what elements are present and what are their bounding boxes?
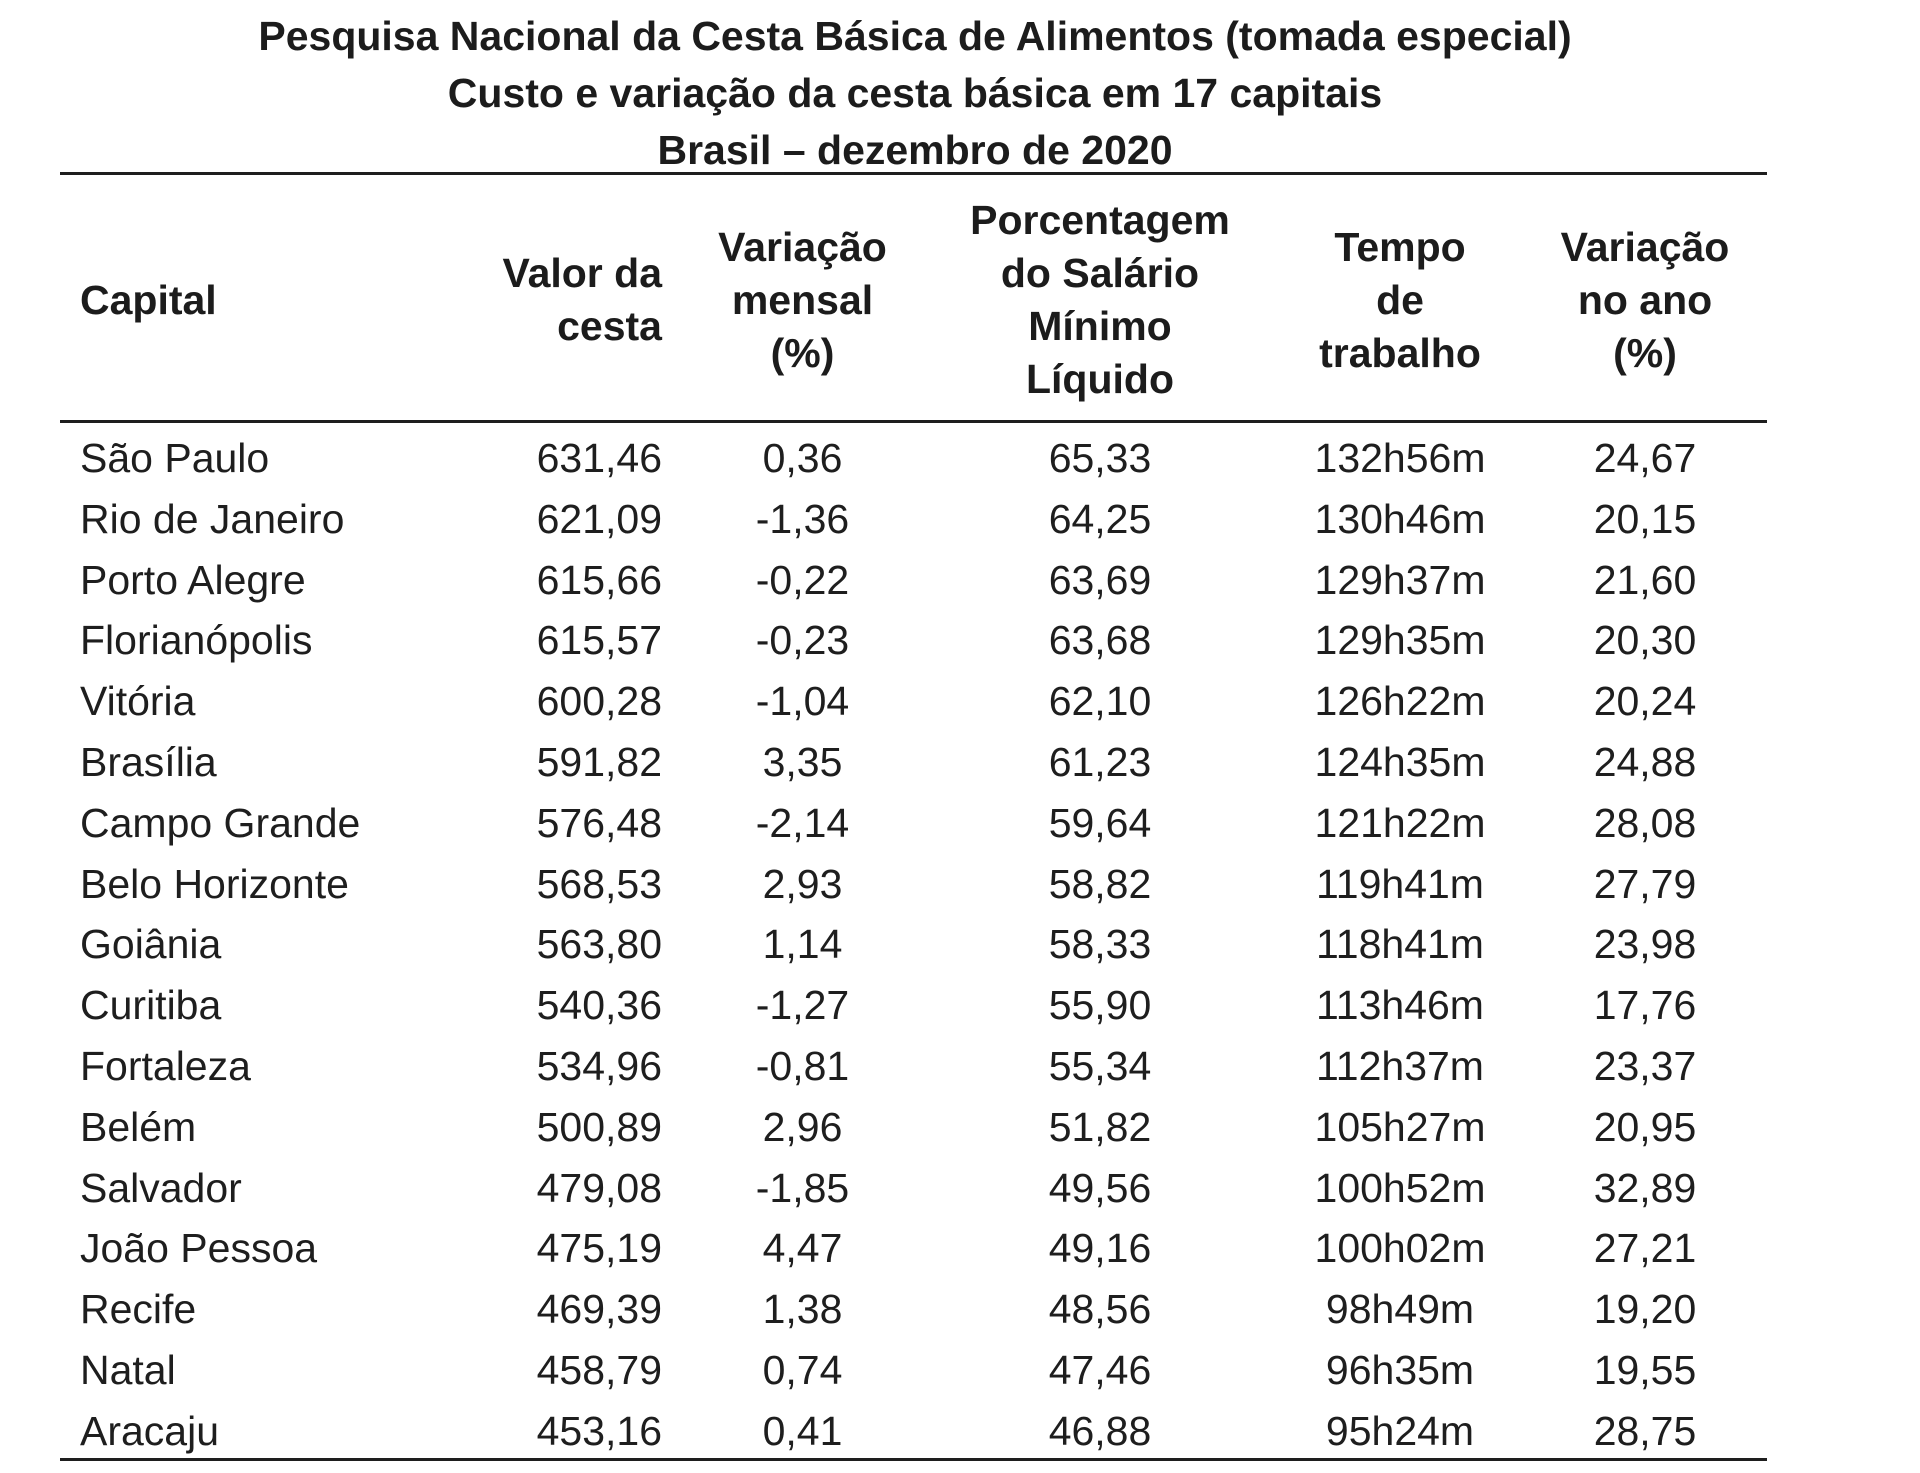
cell-variacao-ano: 24,88 — [1593, 738, 1697, 785]
cell-capital: Porto Alegre — [80, 556, 306, 603]
table-row — [0, 1340, 1920, 1401]
cell-capital: Belo Horizonte — [80, 860, 349, 907]
header-tempo-trabalho — [1280, 190, 1520, 410]
cell-variacao-mensal: -1,85 — [755, 1164, 850, 1211]
cell-variacao-ano: 19,20 — [1593, 1286, 1697, 1333]
cell-tempo: 132h56m — [1314, 435, 1486, 481]
header-pct-line-2: do Salário — [1000, 250, 1200, 296]
header-ano-line-2: no ano — [1577, 276, 1713, 323]
header-ano-line-1: Variação — [1560, 223, 1730, 270]
cell-porcentagem: 47,46 — [1048, 1346, 1152, 1393]
cell-variacao-mensal: -0,23 — [755, 617, 850, 664]
cell-tempo: 118h41m — [1316, 921, 1484, 968]
cell-porcentagem: 49,16 — [1048, 1225, 1152, 1272]
table-row — [0, 1097, 1920, 1158]
header-valor-line-2: cesta — [557, 303, 662, 349]
table-row — [0, 1401, 1920, 1462]
cell-capital: São Paulo — [80, 435, 270, 481]
top-rule — [60, 172, 1767, 175]
cell-variacao-ano: 28,08 — [1593, 799, 1697, 846]
cell-valor: 568,53 — [536, 860, 662, 907]
cell-variacao-ano: 27,21 — [1593, 1225, 1697, 1272]
cell-variacao-ano: 20,24 — [1593, 678, 1697, 725]
header-porcentagem-salario — [940, 190, 1260, 410]
cell-valor: 615,57 — [536, 617, 662, 664]
cell-capital: Recife — [80, 1286, 197, 1333]
cell-variacao-ano: 23,98 — [1593, 921, 1697, 968]
table-row — [0, 914, 1920, 975]
cell-valor: 534,96 — [536, 1042, 662, 1089]
cell-variacao-mensal: -1,27 — [755, 982, 850, 1029]
header-tempo-line-2: de — [1376, 276, 1424, 323]
header-variacao-ano — [1530, 190, 1760, 410]
cell-capital: Salvador — [80, 1164, 242, 1211]
cell-capital: Belém — [80, 1103, 197, 1150]
table-row — [0, 610, 1920, 671]
cell-porcentagem: 62,10 — [1048, 678, 1152, 725]
cell-variacao-mensal: 0,36 — [762, 435, 843, 481]
table-row — [0, 732, 1920, 793]
cell-tempo: 95h24m — [1325, 1407, 1475, 1454]
cell-porcentagem: 49,56 — [1048, 1164, 1152, 1211]
header-rule — [60, 420, 1767, 423]
cell-porcentagem: 65,33 — [1048, 435, 1152, 481]
cell-capital: Vitória — [80, 678, 196, 725]
cell-porcentagem: 59,64 — [1048, 799, 1152, 846]
cell-capital: Rio de Janeiro — [80, 495, 345, 542]
cell-porcentagem: 55,34 — [1048, 1042, 1152, 1089]
cell-variacao-ano: 32,89 — [1593, 1164, 1697, 1211]
cell-variacao-ano: 24,67 — [1593, 435, 1697, 481]
cell-porcentagem: 63,68 — [1048, 617, 1152, 664]
cell-tempo: 100h02m — [1314, 1225, 1486, 1272]
cell-variacao-ano: 21,60 — [1593, 556, 1697, 603]
table-row — [0, 793, 1920, 854]
cell-valor: 469,39 — [536, 1286, 662, 1333]
table-body — [0, 428, 1920, 1462]
cell-tempo: 126h22m — [1314, 678, 1486, 725]
cell-valor: 631,46 — [536, 435, 662, 481]
cell-variacao-mensal: 2,93 — [762, 860, 843, 907]
cell-variacao-mensal: -2,14 — [755, 799, 850, 846]
cell-tempo: 129h37m — [1314, 556, 1486, 603]
cell-tempo: 105h27m — [1314, 1103, 1486, 1150]
cell-porcentagem: 58,82 — [1048, 860, 1152, 907]
cell-capital: Curitiba — [80, 982, 222, 1029]
table-row — [0, 854, 1920, 915]
title-line-2: Custo e variação da cesta básica em 17 capitais — [447, 70, 1383, 116]
cell-capital: Florianópolis — [80, 617, 313, 664]
header-valor-line-1: Valor da — [502, 250, 662, 296]
cell-variacao-mensal: -0,22 — [755, 556, 850, 603]
cell-porcentagem: 55,90 — [1048, 982, 1152, 1029]
header-ano-line-3: (%) — [1613, 329, 1677, 376]
cell-variacao-mensal: 3,35 — [762, 738, 843, 785]
table-row — [0, 428, 1920, 489]
cell-capital: Campo Grande — [80, 799, 361, 846]
bottom-rule — [60, 1458, 1767, 1461]
cell-valor: 563,80 — [536, 921, 662, 968]
cell-variacao-ano: 27,79 — [1593, 860, 1697, 907]
cell-valor: 540,36 — [536, 982, 662, 1029]
header-variacao-mensal — [700, 190, 905, 410]
cell-tempo: 113h46m — [1316, 982, 1484, 1029]
cell-variacao-ano: 20,15 — [1593, 495, 1697, 542]
cell-porcentagem: 61,23 — [1048, 738, 1152, 785]
cell-tempo: 130h46m — [1314, 495, 1486, 542]
cell-capital: João Pessoa — [80, 1225, 318, 1272]
cell-porcentagem: 48,56 — [1048, 1286, 1152, 1333]
cell-variacao-ano: 20,30 — [1593, 617, 1697, 664]
cell-variacao-mensal: -1,04 — [755, 678, 850, 725]
table-row — [0, 1158, 1920, 1219]
cell-valor: 576,48 — [536, 799, 662, 846]
header-mensal-line-2: mensal — [731, 276, 874, 323]
cell-capital: Fortaleza — [80, 1042, 251, 1089]
cell-variacao-mensal: 1,38 — [762, 1286, 843, 1333]
cell-porcentagem: 58,33 — [1048, 921, 1152, 968]
table-row — [0, 975, 1920, 1036]
cell-variacao-ano: 20,95 — [1593, 1103, 1697, 1150]
header-tempo-line-3: trabalho — [1319, 329, 1481, 376]
cell-capital: Natal — [80, 1346, 176, 1393]
header-pct-line-4: Líquido — [1025, 356, 1174, 402]
cell-tempo: 124h35m — [1314, 738, 1486, 785]
table-row — [0, 550, 1920, 611]
cell-porcentagem: 64,25 — [1048, 495, 1152, 542]
header-valor-cesta — [440, 190, 662, 410]
cell-valor: 591,82 — [536, 738, 662, 785]
cell-tempo: 119h41m — [1316, 860, 1484, 907]
cell-valor: 475,19 — [536, 1225, 662, 1272]
table-title — [60, 8, 1770, 179]
title-line-1: Pesquisa Nacional da Cesta Básica de Alimentos (tomada especial) — [258, 13, 1572, 59]
cell-tempo: 112h37m — [1316, 1042, 1484, 1089]
cell-valor: 479,08 — [536, 1164, 662, 1211]
cell-porcentagem: 63,69 — [1048, 556, 1152, 603]
cell-variacao-mensal: -1,36 — [755, 495, 850, 542]
cell-variacao-mensal: 4,47 — [762, 1225, 843, 1272]
cell-valor: 500,89 — [536, 1103, 662, 1150]
cell-valor: 458,79 — [536, 1346, 662, 1393]
table-row — [0, 671, 1920, 732]
cell-valor: 615,66 — [536, 556, 662, 603]
cell-variacao-mensal: 2,96 — [762, 1103, 843, 1150]
table-row — [0, 1218, 1920, 1279]
header-tempo-line-1: Tempo — [1334, 223, 1466, 270]
cell-tempo: 96h35m — [1325, 1346, 1475, 1393]
cell-capital: Aracaju — [80, 1407, 220, 1454]
cell-variacao-mensal: 0,74 — [762, 1346, 843, 1393]
cell-variacao-ano: 19,55 — [1593, 1346, 1697, 1393]
header-mensal-line-1: Variação — [718, 223, 887, 270]
cell-tempo: 129h35m — [1314, 617, 1486, 664]
cell-capital: Goiânia — [80, 921, 222, 968]
table-row — [0, 1036, 1920, 1097]
cell-capital: Brasília — [80, 738, 217, 785]
table-row — [0, 489, 1920, 550]
header-pct-line-3: Mínimo — [1028, 303, 1172, 349]
header-pct-line-1: Porcentagem — [970, 197, 1230, 243]
cell-valor: 621,09 — [536, 495, 662, 542]
cell-variacao-ano: 23,37 — [1593, 1042, 1697, 1089]
cell-tempo: 98h49m — [1325, 1286, 1475, 1333]
cell-variacao-mensal: -0,81 — [755, 1042, 850, 1089]
table-row — [0, 1279, 1920, 1340]
cell-tempo: 121h22m — [1314, 799, 1486, 846]
cell-tempo: 100h52m — [1314, 1164, 1486, 1211]
cell-variacao-ano: 17,76 — [1593, 982, 1697, 1029]
cell-variacao-mensal: 1,14 — [762, 921, 843, 968]
header-capital — [80, 190, 380, 410]
cell-porcentagem: 46,88 — [1048, 1407, 1152, 1454]
cell-valor: 453,16 — [536, 1407, 662, 1454]
header-capital-line: Capital — [80, 276, 217, 323]
header-mensal-line-3: (%) — [770, 329, 835, 376]
cell-valor: 600,28 — [536, 678, 662, 725]
cell-variacao-ano: 28,75 — [1593, 1407, 1697, 1454]
cell-variacao-mensal: 0,41 — [762, 1407, 843, 1454]
title-line-3: Brasil – dezembro de 2020 — [657, 127, 1173, 173]
cell-porcentagem: 51,82 — [1048, 1103, 1152, 1150]
